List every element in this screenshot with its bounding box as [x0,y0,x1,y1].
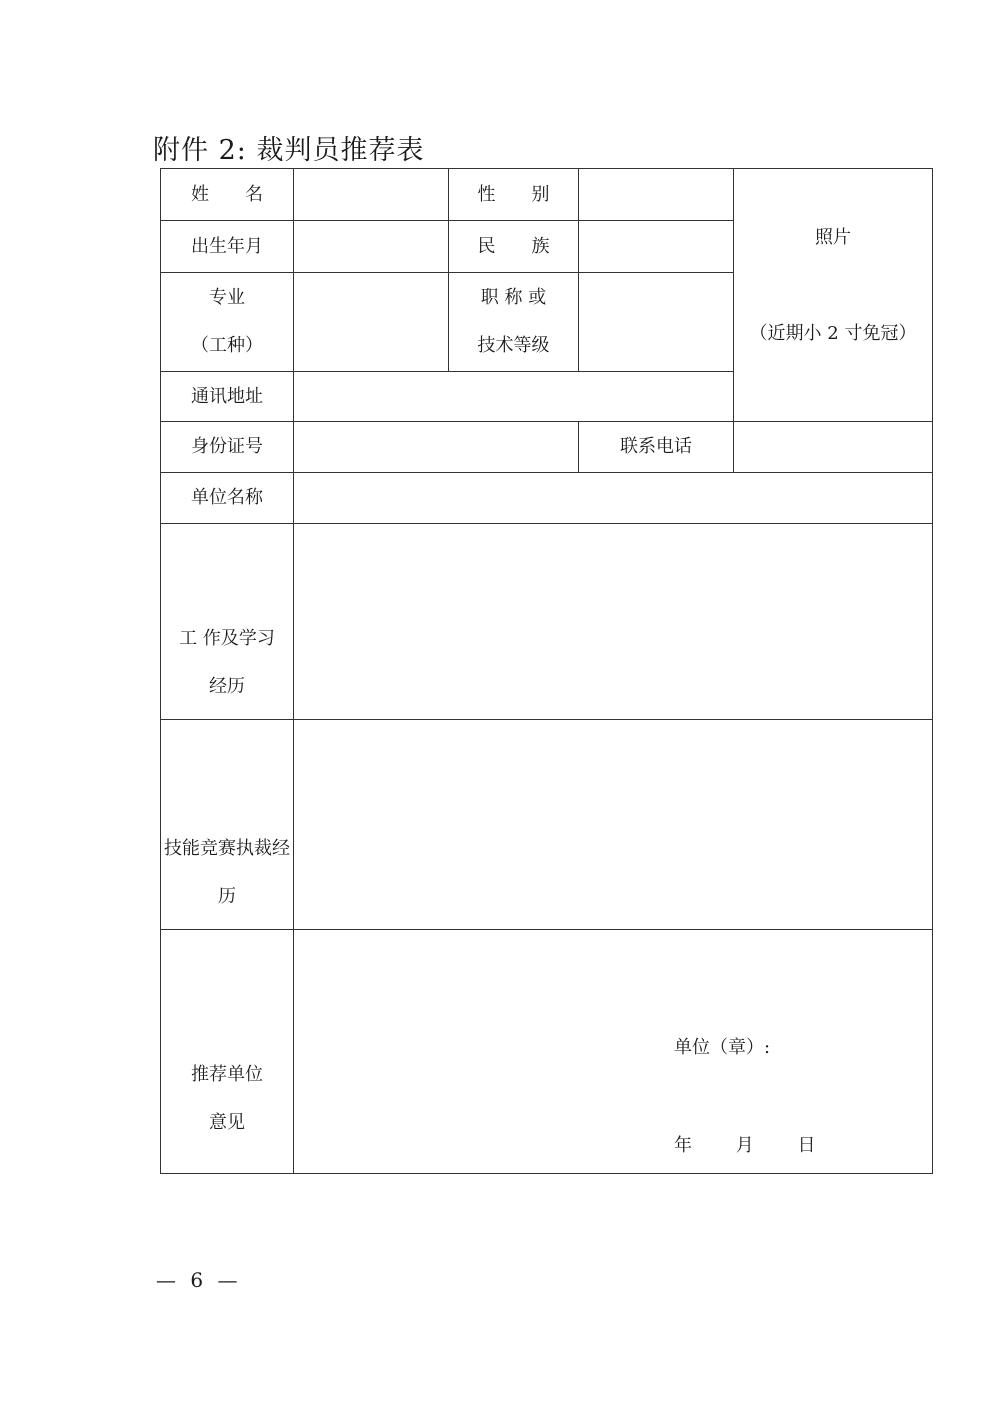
ethnicity-field[interactable] [579,221,734,273]
major-label-line1: 专业 [209,287,245,308]
phone-label: 联系电话 [579,422,734,473]
judge-history-field[interactable] [294,720,933,930]
page-number: — 6 — [156,1268,242,1292]
phone-field[interactable] [734,422,933,473]
major-field[interactable] [294,273,449,372]
major-label-line2: （工种） [191,335,263,356]
referee-recommendation-form [160,168,933,1174]
work-label [161,524,294,720]
unit-field[interactable] [294,473,933,524]
address-label: 通讯地址 [161,372,294,422]
address-field[interactable] [294,372,734,422]
work-label-line1: 工 作及学习 [179,628,275,649]
date-label: 年 月 日 [674,1135,816,1156]
judge-label-line1: 技能竞赛执裁经 [164,838,290,859]
major-label [161,273,294,372]
title-label-line1: 职 称 或 [480,287,547,308]
birth-field[interactable] [294,221,449,273]
document-title: 附件 2: 裁判员推荐表 [153,135,425,166]
birth-label: 出生年月 [161,221,294,273]
unit-seal-label: 单位（章）: [674,1037,771,1058]
id-field[interactable] [294,422,579,473]
ethnicity-label: 民 族 [449,221,579,273]
recommendation-label-line1: 推荐单位 [191,1064,263,1085]
recommendation-label-line2: 意见 [209,1112,245,1133]
id-label: 身份证号 [161,422,294,473]
name-field[interactable] [294,169,449,221]
work-history-field[interactable] [294,524,933,720]
judge-label [161,720,294,930]
name-label: 姓 名 [161,169,294,221]
gender-field[interactable] [579,169,734,221]
recommendation-label [161,930,294,1174]
unit-label: 单位名称 [161,473,294,524]
recommendation-field[interactable] [294,930,933,1174]
photo-label: 照片 [815,227,851,248]
title-label-line2: 技术等级 [477,335,550,356]
title-field[interactable] [579,273,734,372]
judge-label-line2: 历 [218,886,236,907]
photo-note: （近期小 2 寸免冠） [749,323,917,344]
gender-label: 性 别 [449,169,579,221]
photo-cell[interactable] [734,169,933,422]
work-label-line2: 经历 [209,676,245,697]
title-label [449,273,579,372]
